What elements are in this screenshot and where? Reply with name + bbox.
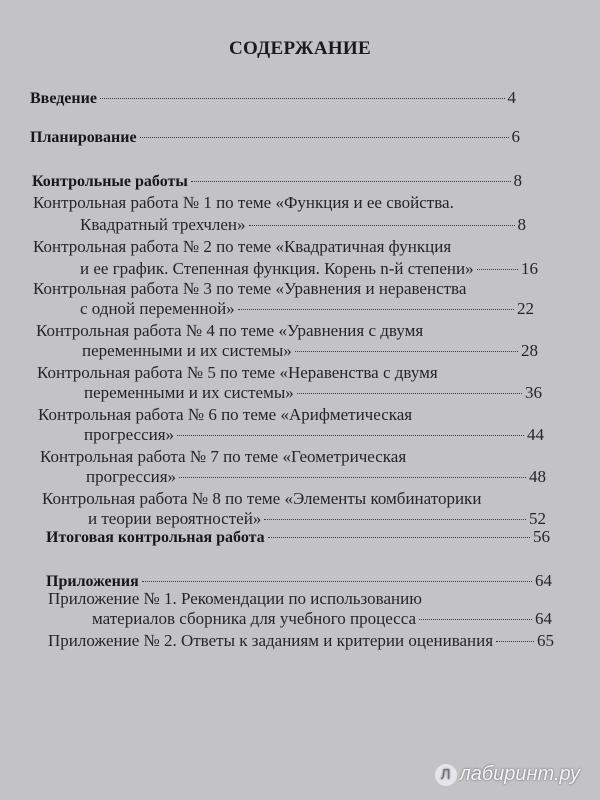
- toc-label: Контрольные работы: [32, 173, 188, 190]
- toc-entry-work-1: [80, 214, 526, 236]
- toc-leader: [496, 641, 534, 642]
- toc-label: переменными и их системы»: [84, 383, 294, 402]
- labirint-logo-icon: Л: [435, 764, 457, 786]
- toc-leader: [419, 619, 532, 620]
- toc-leader: [179, 477, 526, 478]
- toc-entry-work-3-line1: Контрольная работа № 3 по теме «Уравнения и неравенства: [33, 279, 467, 298]
- toc-entry-work-3: [80, 298, 534, 320]
- toc-page-number: 28: [521, 341, 538, 360]
- toc-label: Приложение № 2. Ответы к заданиям и критерии оценивания: [48, 631, 494, 650]
- toc-leader: [142, 581, 532, 582]
- toc-entry-final: [46, 526, 550, 548]
- toc-leader: [140, 137, 509, 138]
- toc-entry-appendix-2: [48, 630, 554, 652]
- toc-label: и ее график. Степенная функция. Корень n-й степени»: [80, 259, 474, 278]
- toc-label: Введение: [30, 90, 97, 107]
- toc-entry-planning: [30, 126, 520, 148]
- watermark-text: лабиринт.ру: [459, 763, 580, 785]
- toc-page-number: 4: [507, 88, 516, 107]
- toc-entry-work-6-line1: Контрольная работа № 6 по теме «Арифметическая: [38, 405, 413, 424]
- toc-page-number: 65: [537, 631, 554, 650]
- toc-entry-work-1-line1: Контрольная работа № 1 по теме «Функция и ее свойства.: [33, 193, 454, 212]
- toc-leader: [264, 519, 526, 520]
- toc-entry-work-2-line1: Контрольная работа № 2 по теме «Квадратичная функция: [33, 237, 452, 256]
- toc-label: материалов сборника для учебного процесса: [92, 609, 417, 628]
- toc-page-number: 44: [527, 425, 544, 444]
- toc-page-number: 8: [517, 215, 526, 234]
- toc-leader: [177, 435, 524, 436]
- toc-entry-work-6: [84, 424, 544, 446]
- toc-entry-work-8-line1: Контрольная работа № 8 по теме «Элементы комбинаторики: [42, 489, 482, 508]
- page-title: СОДЕРЖАНИЕ: [229, 38, 371, 59]
- toc-leader: [100, 98, 505, 99]
- toc-leader: [238, 309, 514, 310]
- toc-entry-tests: [32, 170, 522, 192]
- toc-entry-work-7: [86, 466, 546, 488]
- toc-page-number: 48: [529, 467, 546, 486]
- toc-entry-appendix-1: [92, 608, 552, 630]
- toc-label: переменными и их системы»: [82, 341, 292, 360]
- toc-entry-work-2: [80, 258, 538, 280]
- toc-entry-work-4-line1: Контрольная работа № 4 по теме «Уравнения с двумя: [36, 321, 424, 340]
- toc-label: с одной переменной»: [80, 299, 235, 318]
- toc-leader: [249, 225, 515, 226]
- toc-page-number: 64: [535, 609, 552, 628]
- toc-entry-work-5: [84, 382, 542, 404]
- toc-leader: [295, 351, 518, 352]
- toc-entry-work-7-line1: Контрольная работа № 7 по теме «Геометрическая: [40, 447, 407, 466]
- toc-entry-work-5-line1: Контрольная работа № 5 по теме «Неравенства с двумя: [37, 363, 438, 382]
- toc-label: прогрессия»: [86, 467, 177, 486]
- toc-label: и теории вероятностей»: [88, 509, 262, 528]
- toc-leader: [297, 393, 522, 394]
- toc-page-number: 16: [521, 259, 538, 278]
- toc-label: прогрессия»: [84, 425, 175, 444]
- toc-label: Итоговая контрольная работа: [46, 529, 265, 546]
- toc-leader: [191, 181, 511, 182]
- toc-label: Приложения: [46, 573, 139, 590]
- toc-page-number: 64: [535, 571, 552, 590]
- toc-page-number: 22: [517, 299, 534, 318]
- toc-leader: [477, 269, 518, 270]
- toc-page-number: 56: [533, 527, 550, 546]
- toc-entry-work-4: [82, 340, 538, 362]
- toc-entry-intro: [30, 87, 516, 109]
- toc-label: Квадратный трехчлен»: [80, 215, 246, 234]
- toc-entry-appendix-1-line1: Приложение № 1. Рекомендации по использованию: [48, 589, 422, 608]
- toc-page-number: 36: [525, 383, 542, 402]
- toc-label: Планирование: [30, 129, 137, 146]
- toc-page-number: 8: [513, 171, 522, 190]
- toc-leader: [268, 537, 530, 538]
- toc-page-number: 6: [511, 127, 520, 146]
- watermark-logo: [435, 763, 580, 786]
- toc-page-number: 52: [529, 509, 546, 528]
